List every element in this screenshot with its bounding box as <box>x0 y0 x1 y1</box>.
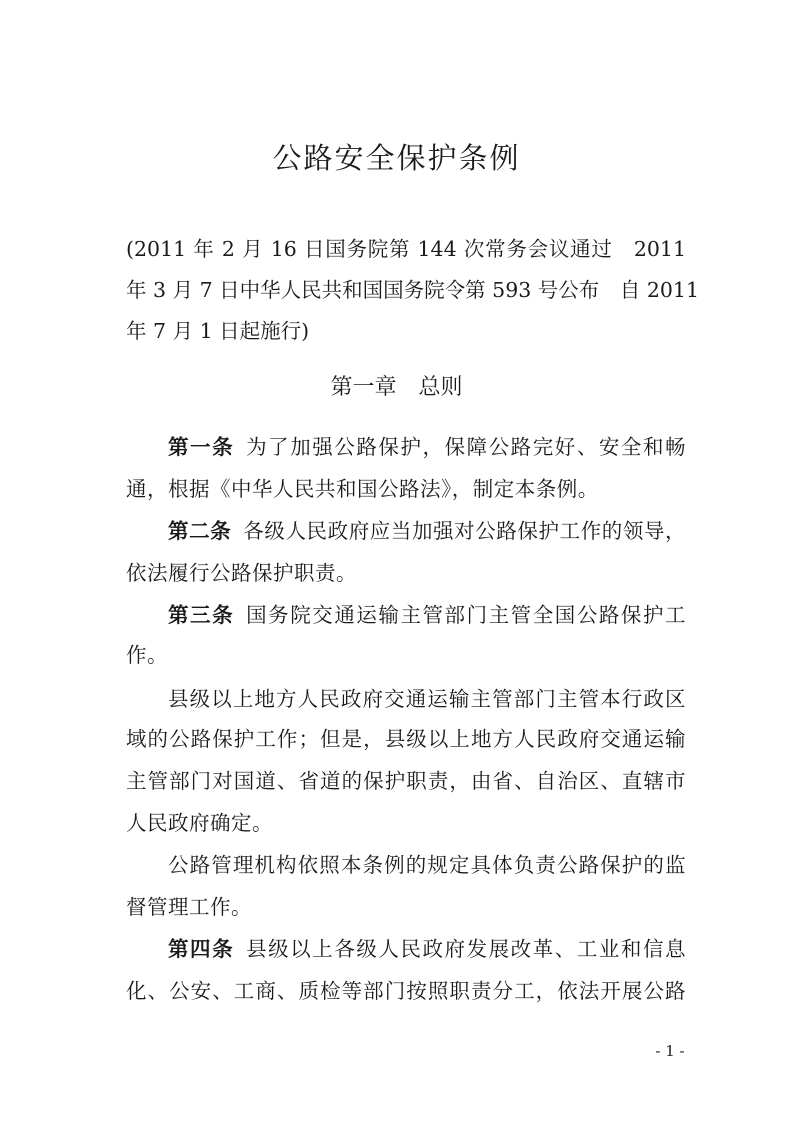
article-3-line-2: 作。 <box>126 643 168 667</box>
article-4-line-1 <box>168 932 686 962</box>
article-4-label: 第四条 <box>168 937 235 961</box>
adoption-note-line-2: 年 3 月 7 日中华人民共和国国务院令第 593 号公布 自 2011 <box>126 278 699 302</box>
page-number: - 1 - <box>655 1042 685 1060</box>
article-3-line-1 <box>168 598 686 628</box>
article-2-line-1 <box>168 514 686 544</box>
article-1-line-1 <box>168 430 686 460</box>
article-3-text: 国务院交通运输主管部门主管全国公路保护工 <box>246 603 687 627</box>
adoption-note-line-3: 年 7 月 1 日起施行) <box>126 319 310 343</box>
article-3-label: 第三条 <box>168 603 235 627</box>
article-1-label: 第一条 <box>168 435 235 459</box>
article-3-para-2-line-1: 县级以上地方人民政府交通运输主管部门主管本行政区 <box>168 687 686 711</box>
article-2-text: 各级人民政府应当加强对公路保护工作的领导， <box>243 519 687 543</box>
article-1-text: 为了加强公路保护，保障公路完好、安全和畅 <box>246 435 687 459</box>
article-2-line-2: 依法履行公路保护职责。 <box>126 561 357 585</box>
chapter-heading: 第一章 总则 <box>330 375 463 400</box>
adoption-note-line-1: (2011 年 2 月 16 日国务院第 144 次常务会议通过 2011 <box>126 237 686 261</box>
article-1-line-2: 通，根据《中华人民共和国公路法》，制定本条例。 <box>126 477 599 501</box>
article-4-text: 县级以上各级人民政府发展改革、工业和信息 <box>246 937 687 961</box>
article-3-para-3-line-2: 督管理工作。 <box>126 895 252 919</box>
article-3-para-2-line-4: 人民政府确定。 <box>126 811 273 835</box>
document-title: 公路安全保护条例 <box>272 141 521 175</box>
article-3-para-2-line-3: 主管部门对国道、省道的保护职责，由省、自治区、直辖市 <box>126 769 686 793</box>
article-2-label: 第二条 <box>168 519 232 543</box>
article-4-line-2: 化、公安、工商、质检等部门按照职责分工，依法开展公路 <box>126 979 686 1003</box>
article-3-para-2-line-2: 域的公路保护工作；但是，县级以上地方人民政府交通运输 <box>126 727 686 751</box>
article-3-para-3-line-1: 公路管理机构依照本条例的规定具体负责公路保护的监 <box>168 853 686 877</box>
